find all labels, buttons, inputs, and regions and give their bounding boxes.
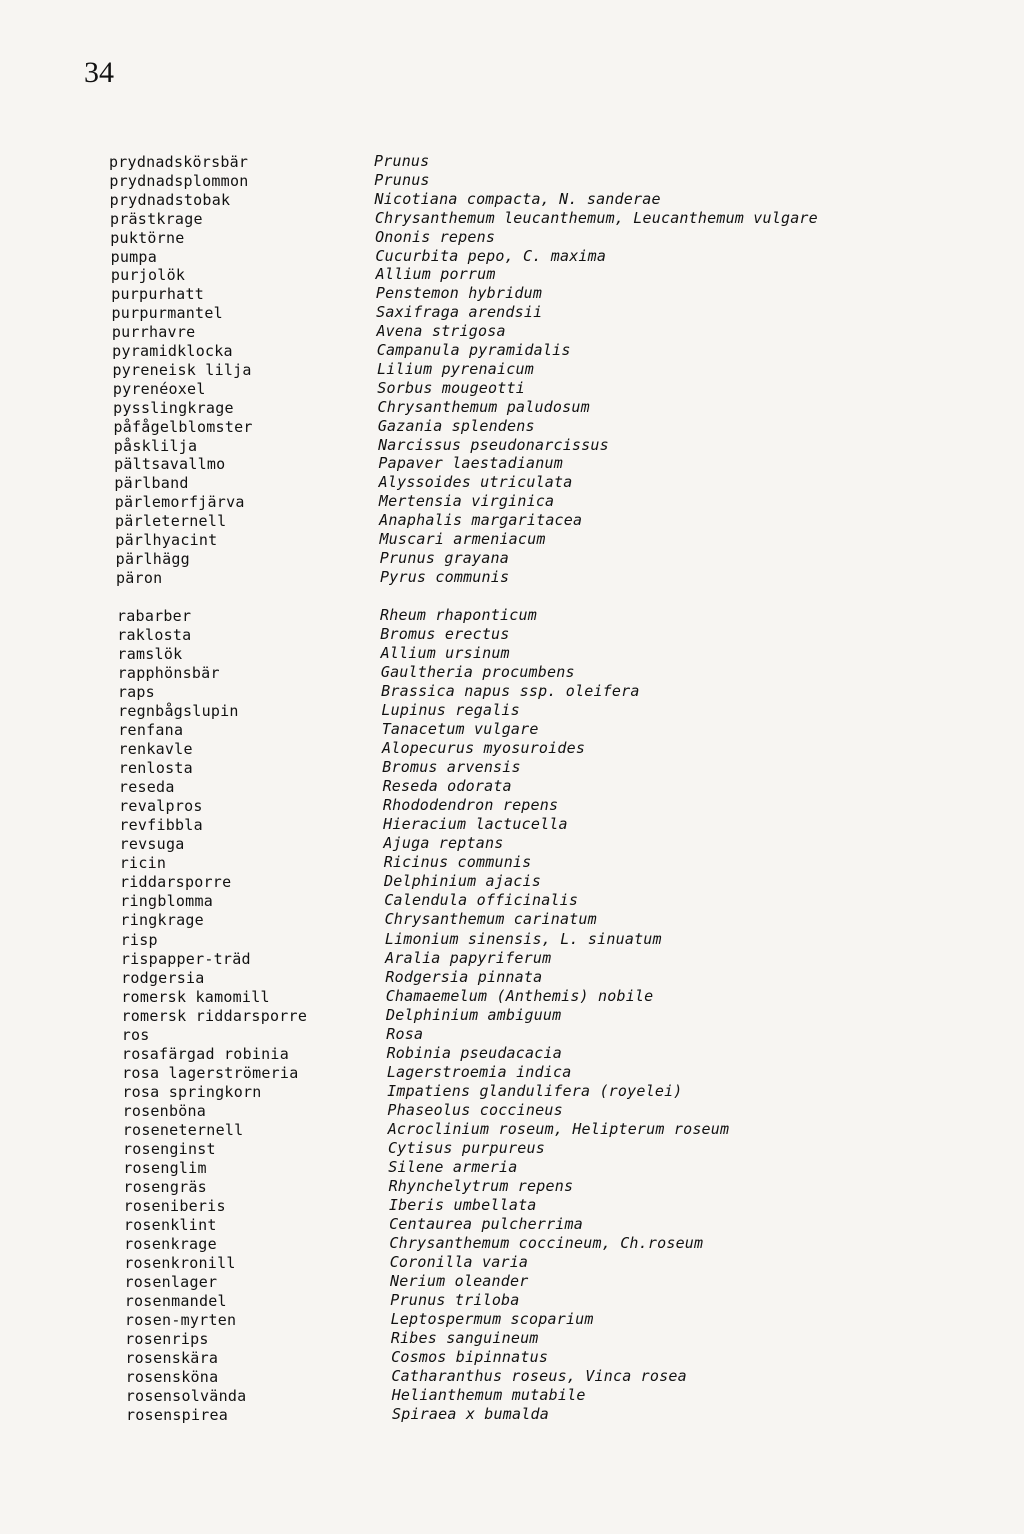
scientific-name: Allium porrum [375, 265, 496, 284]
scientific-name: Sorbus mougeotti [377, 378, 525, 397]
swedish-name: ramslök [117, 645, 183, 664]
swedish-name: revfibbla [119, 816, 203, 835]
scientific-name: Acroclinium roseum, Helipterum roseum [387, 1119, 730, 1138]
swedish-name: rosenlager [124, 1273, 218, 1292]
scientific-name: Alopecurus myosuroides [382, 739, 586, 758]
scientific-name: Rodgersia pinnata [385, 967, 543, 986]
swedish-name: pumpa [110, 247, 157, 266]
swedish-name: raklosta [117, 626, 192, 645]
swedish-name: ringkrage [120, 911, 204, 930]
swedish-name: revsuga [119, 835, 185, 854]
scientific-name: Centaurea pulcherrima [389, 1214, 583, 1233]
swedish-name: ricin [119, 854, 167, 873]
swedish-name: rosenböna [122, 1101, 207, 1120]
scientific-name: Saxifraga arendsii [376, 303, 543, 322]
scientific-name: Prunus triloba [390, 1291, 520, 1310]
scientific-name: Allium ursinum [380, 644, 510, 663]
scientific-name: Cytisus purpureus [388, 1138, 545, 1157]
scientific-name: Papaver laestadianum [378, 454, 563, 473]
scientific-name: Penstemon hybridum [375, 284, 543, 303]
scientific-name: Anaphalis margaritacea [379, 511, 583, 530]
page-number: 34 [84, 56, 114, 89]
swedish-name: prästkrage [109, 209, 203, 228]
swedish-name: purpurmantel [111, 304, 223, 323]
scientific-name: Brassica napus ssp. oleifera [381, 682, 640, 701]
swedish-name: roseneternell [122, 1120, 244, 1139]
scientific-name: Hieracium lactucella [383, 815, 568, 834]
scientific-name: Helianthemum mutabile [391, 1386, 586, 1405]
swedish-name: purrhavre [111, 323, 196, 342]
swedish-name: regnbågslupin [118, 702, 239, 721]
swedish-name: raps [117, 683, 155, 702]
scientific-name: Delphinium ajacis [384, 872, 541, 891]
scientific-name: Campanula pyramidalis [376, 341, 571, 359]
scientific-name: Tanacetum vulgare [381, 720, 539, 739]
scientific-name: Ribes sanguineum [390, 1329, 539, 1348]
swedish-name: pärlemorfjärva [114, 493, 245, 512]
swedish-name: päron [116, 568, 163, 587]
scientific-name: Gaultheria procumbens [380, 663, 575, 682]
swedish-name: purjolök [110, 266, 186, 285]
swedish-name: rosensköna [125, 1368, 219, 1387]
swedish-name: purpurhatt [111, 285, 205, 304]
scientific-name: Prunus [374, 152, 430, 170]
scientific-name: Chrysanthemum paludosum [377, 397, 590, 416]
swedish-name: rodgersia [121, 968, 205, 987]
swedish-name: pärlhägg [115, 549, 190, 568]
scientific-name: Mertensia virginica [378, 492, 555, 511]
swedish-name: reseda [118, 778, 175, 797]
scientific-name: Iberis umbellata [388, 1195, 537, 1214]
swedish-name: risp [120, 930, 158, 949]
scientific-name: Prunus [374, 170, 430, 189]
swedish-name: rosenglim [123, 1158, 207, 1177]
swedish-name: rosensolvända [125, 1387, 247, 1406]
swedish-name: rosa lagerströmeria [122, 1063, 299, 1082]
swedish-name: rosenskära [125, 1349, 219, 1368]
scientific-name: Reseda odorata [382, 777, 512, 796]
swedish-name: rapphönsbär [117, 664, 220, 683]
scientific-name: Rheum rhaponticum [380, 606, 537, 624]
scientific-name: Impatiens glandulifera (royelei) [387, 1081, 683, 1100]
scientific-name: Rhododendron repens [382, 796, 559, 815]
scientific-name: Lilium pyrenaicum [377, 359, 534, 378]
scientific-name: Delphinium ambiguum [386, 1005, 562, 1024]
scientific-name: Silene armeria [388, 1157, 518, 1176]
scientific-name: Cucurbita pepo, C. maxima [375, 246, 607, 265]
scientific-name: Muscari armeniacum [379, 530, 546, 548]
scientific-name: Calendula officinalis [384, 891, 579, 910]
scientific-name: Nerium oleander [390, 1272, 529, 1291]
swedish-name: rosenspirea [126, 1406, 229, 1425]
scientific-name: Prunus grayana [379, 548, 509, 567]
swedish-name: pyramidklocka [112, 342, 233, 360]
scientific-name: Aralia papyriferum [385, 948, 552, 967]
scientific-name: Narcissus pseudonarcissus [378, 435, 609, 454]
scientific-name: Coronilla varia [389, 1253, 529, 1272]
swedish-name: rosengräs [123, 1177, 207, 1196]
swedish-name: rosenklint [123, 1215, 217, 1234]
swedish-name: rispapper-träd [120, 949, 251, 968]
swedish-name: pärlband [114, 474, 189, 493]
scientific-name: Bromus erectus [380, 625, 510, 644]
scientific-name: Rosa [386, 1024, 424, 1043]
swedish-name: romersk riddarsporre [121, 1006, 308, 1025]
swedish-name: ros [121, 1025, 150, 1044]
scientific-name: Leptospermum scoparium [390, 1310, 594, 1329]
scientific-name: Alyssoides utriculata [378, 473, 573, 492]
scientific-name: Robinia pseudacacia [386, 1043, 562, 1062]
scientific-name: Cosmos bipinnatus [391, 1348, 549, 1367]
swedish-name: pärlhyacint [115, 531, 218, 549]
swedish-name: renfana [118, 721, 184, 740]
swedish-name: rosenkronill [124, 1254, 236, 1273]
scientific-name: Spiraea x bumalda [392, 1405, 549, 1424]
swedish-name: rosenkrage [124, 1234, 217, 1253]
scientific-name: Avena strigosa [376, 322, 506, 341]
swedish-name: rosenrips [125, 1330, 209, 1349]
swedish-name: prydnadskörsbär [109, 153, 249, 171]
swedish-name: roseniberis [123, 1196, 226, 1215]
swedish-name: påsklilja [113, 436, 198, 455]
swedish-name: prydnadsplommon [109, 171, 249, 190]
scientific-name: Chrysanthemum carinatum [384, 910, 597, 929]
scientific-name: Lupinus regalis [381, 701, 520, 720]
scientific-name: Gazania splendens [377, 416, 535, 435]
swedish-name: pyrenéoxel [112, 379, 206, 398]
swedish-name: prydnadstobak [109, 190, 231, 209]
swedish-name: rabarber [117, 607, 192, 625]
swedish-name: revalpros [119, 797, 203, 816]
scientific-name: Ajuga reptans [383, 834, 504, 853]
swedish-name: pältsavallmo [114, 455, 226, 474]
swedish-name: pyreneisk lilja [112, 360, 252, 379]
scientific-name: Nicotiana compacta, N. sanderae [374, 189, 661, 208]
swedish-name: renlosta [118, 759, 193, 778]
scientific-name: Ononis repens [375, 227, 496, 246]
scientific-name: Lagerstroemia indica [386, 1062, 572, 1081]
swedish-name: rosenmandel [124, 1292, 227, 1311]
swedish-name: riddarsporre [120, 873, 232, 892]
swedish-name: pysslingkrage [113, 398, 234, 417]
scientific-name: Chrysanthemum coccineum, Ch.roseum [389, 1233, 704, 1252]
swedish-name: rosa springkorn [122, 1082, 262, 1101]
swedish-name: renkavle [118, 740, 193, 759]
swedish-name: puktörne [110, 228, 185, 247]
scientific-name: Catharanthus roseus, Vinca rosea [391, 1367, 687, 1386]
scientific-name: Phaseolus coccineus [387, 1100, 563, 1119]
swedish-name: rosen-myrten [124, 1311, 237, 1330]
swedish-name: romersk kamomill [121, 987, 270, 1006]
scientific-name: Rhynchelytrum repens [388, 1176, 574, 1195]
swedish-name: rosafärgad robinia [121, 1044, 289, 1063]
swedish-name: påfågelblomster [113, 417, 253, 436]
scientific-name: Bromus arvensis [382, 758, 521, 777]
swedish-name: rosenginst [123, 1139, 216, 1158]
swedish-name: pärleternell [115, 512, 227, 531]
scientific-name: Ricinus communis [383, 853, 532, 872]
scientific-name: Pyrus communis [380, 567, 510, 586]
swedish-name: ringblomma [120, 892, 214, 911]
scientific-name: Chrysanthemum leucanthemum, Leucanthemum vulgare [374, 208, 818, 227]
scientific-name: Limonium sinensis, L. sinuatum [384, 929, 662, 948]
scientific-name: Chamaemelum (Anthemis) nobile [385, 986, 654, 1005]
